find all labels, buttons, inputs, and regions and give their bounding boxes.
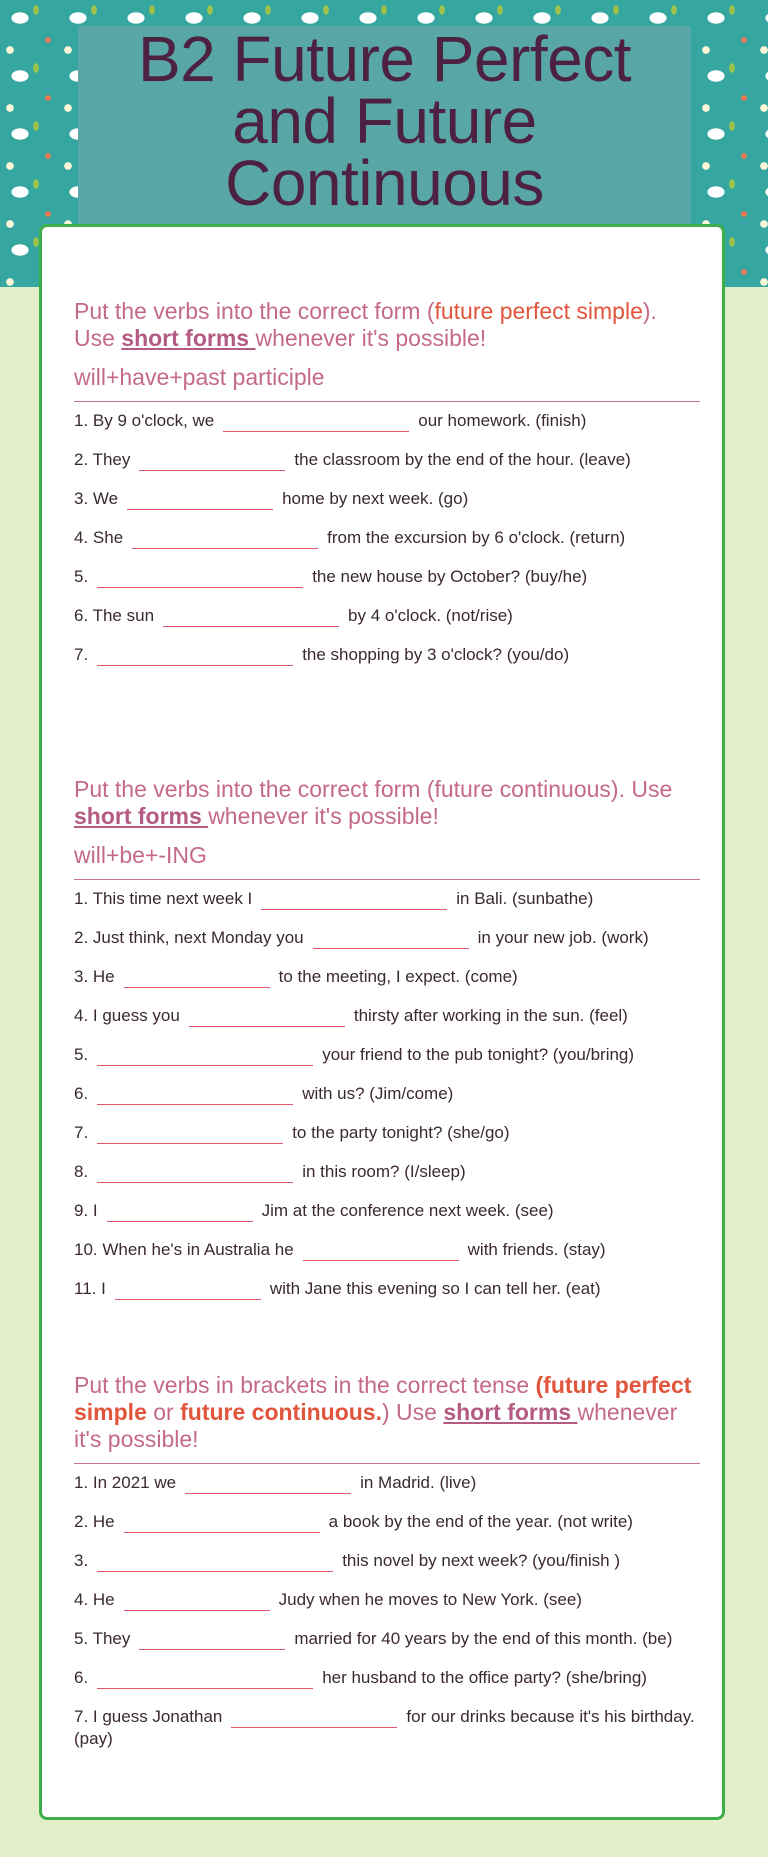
- item-prompt: 5.: [74, 567, 89, 586]
- tense-emphasis: future continuous.: [180, 1399, 382, 1425]
- exercise-item: [74, 410, 700, 432]
- answer-input[interactable]: [189, 1008, 345, 1027]
- answer-input[interactable]: [231, 1709, 397, 1728]
- item-rest: with us? (Jim/come): [302, 1084, 454, 1103]
- answer-input[interactable]: [127, 491, 273, 510]
- heading-text: whenever it's possible!: [255, 325, 487, 351]
- tense-emphasis: future perfect simple: [434, 298, 643, 324]
- item-prompt: 1. By 9 o'clock, we: [74, 411, 215, 430]
- item-rest: home by next week. (go): [282, 489, 469, 508]
- item-prompt: 4. I guess you: [74, 1006, 180, 1025]
- item-prompt: 4. He: [74, 1590, 115, 1609]
- item-rest: in Bali. (sunbathe): [456, 889, 594, 908]
- heading-text: or: [146, 1399, 181, 1425]
- item-rest: Judy when he moves to New York. (see): [278, 1590, 582, 1609]
- item-prompt: 8.: [74, 1162, 89, 1181]
- heading-text: whenever it's possible!: [208, 803, 439, 829]
- exercise-item: [74, 1628, 700, 1650]
- section-future-perfect: [74, 298, 700, 683]
- answer-input[interactable]: [97, 1670, 313, 1689]
- item-prompt: 10. When he's in Australia he: [74, 1240, 294, 1259]
- item-prompt: 2. Just think, next Monday you: [74, 928, 304, 947]
- item-rest: in your new job. (work): [477, 928, 649, 947]
- exercise-item: [74, 566, 700, 588]
- exercise-list: [74, 888, 700, 1300]
- item-rest: Jim at the conference next week. (see): [261, 1201, 554, 1220]
- divider: [74, 879, 700, 880]
- item-rest: the classroom by the end of the hour. (leave): [294, 450, 631, 469]
- divider: [74, 1463, 700, 1464]
- section-mixed: [74, 1372, 700, 1767]
- exercise-item: [74, 1511, 700, 1533]
- item-rest: the shopping by 3 o'clock? (you/do): [302, 645, 570, 664]
- item-rest: to the meeting, I expect. (come): [278, 967, 518, 986]
- exercise-item: [74, 644, 700, 666]
- formula: will+be+-ING: [74, 842, 207, 868]
- page-title: B2 Future Perfect and Future Continuous: [137, 26, 632, 219]
- answer-input[interactable]: [261, 891, 447, 910]
- heading-text: ). Use: [74, 298, 657, 351]
- item-rest: for our drinks because it's his birthday. (pay): [74, 1707, 695, 1748]
- exercise-item: [74, 1122, 700, 1144]
- item-prompt: 3. He: [74, 967, 115, 986]
- item-rest: her husband to the office party? (she/bring): [322, 1668, 647, 1687]
- answer-input[interactable]: [97, 1164, 293, 1183]
- exercise-item: [74, 488, 700, 510]
- answer-input[interactable]: [132, 530, 318, 549]
- heading-text: Put the verbs into the correct form (: [74, 298, 435, 324]
- item-rest: in this room? (I/sleep): [302, 1162, 466, 1181]
- item-prompt: 7.: [74, 1123, 89, 1142]
- item-prompt: 11. I: [74, 1279, 106, 1298]
- section-heading: [74, 298, 700, 352]
- heading-text: Put the verbs in brackets in the correct tense: [74, 1372, 536, 1398]
- exercise-item: [74, 888, 700, 910]
- answer-input[interactable]: [185, 1475, 351, 1494]
- item-prompt: 6. The sun: [74, 606, 155, 625]
- exercise-item: [74, 1667, 700, 1689]
- answer-input[interactable]: [163, 608, 339, 627]
- divider: [74, 401, 700, 402]
- item-rest: from the excursion by 6 o'clock. (return): [327, 528, 626, 547]
- exercise-item: [74, 1278, 700, 1300]
- item-prompt: 5. They: [74, 1629, 131, 1648]
- item-prompt: 7.: [74, 645, 89, 664]
- exercise-item: [74, 1239, 700, 1261]
- section-future-continuous: [74, 776, 700, 1317]
- answer-input[interactable]: [97, 1047, 313, 1066]
- item-prompt: 6.: [74, 1668, 89, 1687]
- exercise-item: [74, 1200, 700, 1222]
- exercise-item: [74, 1005, 700, 1027]
- answer-input[interactable]: [124, 969, 270, 988]
- item-prompt: 4. She: [74, 528, 124, 547]
- section-heading: [74, 776, 700, 830]
- answer-input[interactable]: [313, 930, 469, 949]
- exercise-item: [74, 1044, 700, 1066]
- section-heading: [74, 1372, 700, 1453]
- exercise-item: [74, 966, 700, 988]
- answer-input[interactable]: [97, 1553, 333, 1572]
- short-forms-emphasis: short forms: [121, 325, 256, 351]
- item-rest: a book by the end of the year. (not write): [328, 1512, 633, 1531]
- item-prompt: 1. In 2021 we: [74, 1473, 177, 1492]
- exercise-item: [74, 527, 700, 549]
- exercise-item: [74, 927, 700, 949]
- item-rest: with friends. (stay): [467, 1240, 606, 1259]
- item-prompt: 2. They: [74, 450, 131, 469]
- item-prompt: 5.: [74, 1045, 89, 1064]
- item-rest: married for 40 years by the end of this month. (be): [294, 1629, 673, 1648]
- exercise-item: [74, 449, 700, 471]
- item-rest: thirsty after working in the sun. (feel): [353, 1006, 628, 1025]
- exercise-item: [74, 1161, 700, 1183]
- answer-input[interactable]: [97, 1086, 293, 1105]
- item-rest: to the party tonight? (she/go): [292, 1123, 510, 1142]
- item-rest: with Jane this evening so I can tell her. (eat): [269, 1279, 601, 1298]
- item-prompt: 7. I guess Jonathan: [74, 1707, 223, 1726]
- answer-input[interactable]: [139, 452, 285, 471]
- exercise-item: [74, 1083, 700, 1105]
- short-forms-emphasis: short forms: [74, 803, 209, 829]
- answer-input[interactable]: [115, 1281, 261, 1300]
- exercise-item: [74, 1550, 700, 1572]
- answer-input[interactable]: [223, 413, 409, 432]
- answer-input[interactable]: [124, 1514, 320, 1533]
- item-rest: by 4 o'clock. (not/rise): [348, 606, 513, 625]
- answer-input[interactable]: [139, 1631, 285, 1650]
- header-banner: [78, 26, 691, 224]
- answer-input[interactable]: [97, 1125, 283, 1144]
- tense-emphasis: (future perfect simple: [74, 1372, 692, 1425]
- item-prompt: 1. This time next week I: [74, 889, 253, 908]
- exercise-list: [74, 410, 700, 666]
- item-rest: this novel by next week? (you/finish ): [342, 1551, 620, 1570]
- exercise-item: [74, 605, 700, 627]
- heading-text: ) Use: [381, 1399, 444, 1425]
- exercise-list: [74, 1472, 700, 1750]
- answer-input[interactable]: [107, 1203, 253, 1222]
- exercise-item: [74, 1706, 700, 1750]
- item-prompt: 2. He: [74, 1512, 115, 1531]
- item-prompt: 9. I: [74, 1201, 98, 1220]
- item-prompt: 3.: [74, 1551, 89, 1570]
- item-prompt: 3. We: [74, 489, 119, 508]
- item-rest: your friend to the pub tonight? (you/bring): [322, 1045, 635, 1064]
- answer-input[interactable]: [124, 1592, 270, 1611]
- heading-text: Put the verbs into the correct form (future continuous). Use: [74, 776, 673, 802]
- answer-input[interactable]: [303, 1242, 459, 1261]
- answer-input[interactable]: [97, 647, 293, 666]
- heading-text: whenever it's possible!: [74, 1399, 678, 1452]
- exercise-item: [74, 1472, 700, 1494]
- short-forms-emphasis: short forms: [443, 1399, 578, 1425]
- item-prompt: 6.: [74, 1084, 89, 1103]
- item-rest: in Madrid. (live): [360, 1473, 477, 1492]
- item-rest: the new house by October? (buy/he): [312, 567, 588, 586]
- worksheet-card: [39, 224, 725, 1820]
- formula: will+have+past participle: [74, 364, 325, 390]
- answer-input[interactable]: [97, 569, 303, 588]
- exercise-item: [74, 1589, 700, 1611]
- item-rest: our homework. (finish): [418, 411, 587, 430]
